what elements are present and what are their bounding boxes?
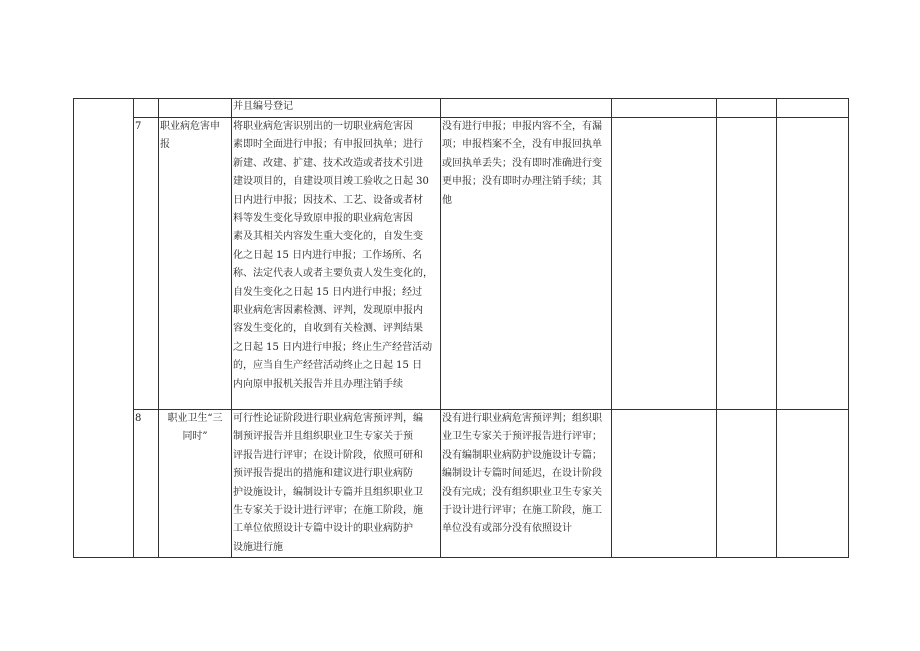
item-text: 职业病危害申 报 <box>160 121 220 151</box>
violation-cell <box>441 410 612 558</box>
requirement-cell <box>232 410 441 558</box>
requirement-text: 并且编号登记 <box>233 101 293 112</box>
table-row <box>74 99 849 118</box>
empty-cell <box>717 410 777 558</box>
empty-cell <box>612 99 717 118</box>
violation-text: 没有进行职业病危害预评判；组织职 业卫生专家关于预评报告进行评审； 没有编制职业病防护设施设计专篇； 编制设计专篇时间延迟，在设计阶段 没有完成；没有组织职业卫生专家关 于设计进行评审；在施工阶段，施工 单位没有或部分没有依照设计 <box>442 413 602 535</box>
empty-cell <box>717 118 777 410</box>
row-number-cell <box>134 99 159 118</box>
row-number-cell: 8 <box>134 410 159 558</box>
outer-merged-cell <box>74 99 134 558</box>
item-text: 职业卫生“三 同时” <box>167 413 223 443</box>
item-cell <box>159 118 232 410</box>
item-cell <box>159 99 232 118</box>
empty-cell <box>777 410 849 558</box>
requirement-text: 将职业病危害识别出的一切职业病危害因 素即时全面进行申报；有申报回执单；进行 新建、改建、扩建、技术改造或者技术引进 建设项目的，自建设项目竣工验收之日起 30 日内进行申报；因技术、工艺、设备或者材 料等发生变化导致原申报的职业病危害因 素及其相关内容发生重大变化的，自发生变 化之日起 15 日内进行申报；工作场所、名 称、法定代表人或者主要负责人发生变化的， 自发生变化之日起 15 日内进行申报；经过 职业病危害因素检测、评判，发现原申报内 容发生变化的，自收到有关检测、评判结果 之日起 15 日内进行申报；终止生产经营活动 的，应当自生产经营活动终止之日起 15 日 内向原申报机关报告并且办理注销手续 <box>233 121 433 390</box>
document-table <box>73 98 849 558</box>
requirement-cell <box>232 99 441 118</box>
violation-cell <box>441 99 612 118</box>
empty-cell <box>717 99 777 118</box>
requirement-text: 可行性论证阶段进行职业病危害预评判，编 制预评报告并且组织职业卫生专家关于预 评报告进行评审；在设计阶段，依照可研和 预评报告提出的措施和建议进行职业病防 护设施设计，编制设计专篇并且组织职业卫 生专家关于设计进行评审；在施工阶段，施 工单位依照设计专篇中设计的职业病防护 设施进行施 <box>233 413 423 553</box>
violation-cell <box>441 118 612 410</box>
requirement-cell <box>232 118 441 410</box>
empty-cell <box>777 118 849 410</box>
violation-text: 没有进行申报；申报内容不全，有漏 项；申报档案不全，没有申报回执单 或回执单丢失；没有即时准确进行变 更申报；没有即时办理注销手续；其 他 <box>442 121 602 206</box>
item-cell <box>159 410 232 558</box>
empty-cell <box>777 99 849 118</box>
table-row <box>74 410 849 558</box>
table-row <box>74 118 849 410</box>
empty-cell <box>612 410 717 558</box>
empty-cell <box>612 118 717 410</box>
row-number-cell: 7 <box>134 118 159 410</box>
